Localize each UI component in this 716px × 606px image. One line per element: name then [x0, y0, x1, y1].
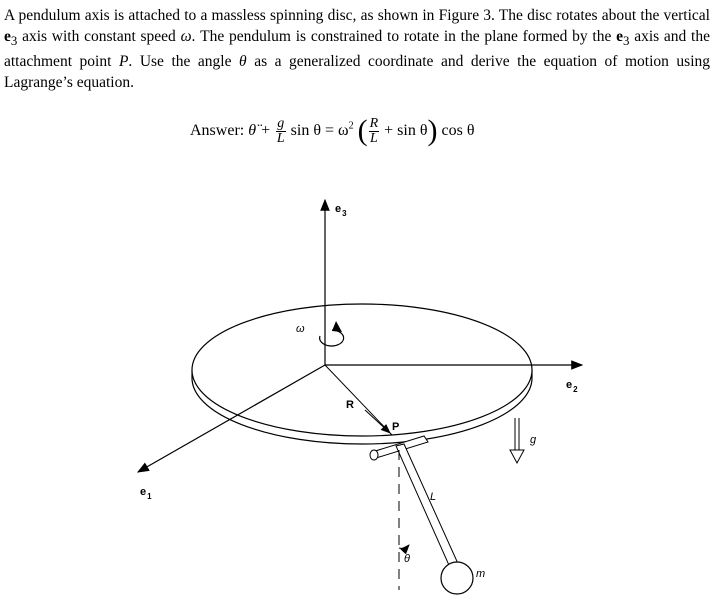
problem-text-part: as a generalized coordinate and derive the equation of motion using Lagrange’s equation. [4, 53, 711, 92]
square-exponent: 2 [348, 120, 354, 132]
spinning-disc [192, 304, 532, 444]
problem-text-part: axis with constant speed [17, 28, 181, 45]
e3-label: $e_3$ [335, 203, 347, 218]
left-paren: ( [357, 114, 368, 147]
e3-vector: e [616, 28, 623, 45]
e3-subscript: 3 [10, 33, 18, 49]
theta-symbol: θ [239, 53, 247, 71]
problem-text-part: . The pendulum is constrained to rotate in the plane formed by the [191, 28, 617, 45]
pendulum-mass [441, 562, 473, 594]
theta-ddot-term: θ̈ + [248, 122, 271, 139]
right-paren: ) [427, 114, 438, 147]
omega-symbol: ω [180, 28, 192, 45]
theta-label: θ [404, 553, 410, 565]
r-label: R [346, 399, 354, 411]
m-label: m [476, 568, 486, 580]
problem-text-part: axis and the attachment point [4, 28, 710, 71]
l-label: L [430, 491, 437, 503]
inner-sin-term: + sin θ [384, 122, 428, 139]
point-p-symbol: P [118, 53, 129, 71]
e2-label: $e_2$ [566, 379, 578, 394]
problem-text-part: A pendulum axis is attached to a massless spinning disc, as shown in Figure 3. The disc rotates about the vertical [4, 7, 710, 24]
gravity-arrow [510, 418, 524, 463]
fraction-denominator: L [276, 130, 285, 146]
fraction-numerator: R [369, 115, 379, 131]
sin-omega-term: sin θ = ω [290, 122, 349, 139]
answer-label: Answer: [190, 122, 245, 139]
e3-vector: e [4, 28, 11, 45]
fraction-denominator: L [369, 130, 378, 146]
cos-term: cos θ [441, 122, 475, 139]
e3-subscript: 3 [623, 33, 630, 49]
theta-arc [399, 545, 409, 548]
p-label: P [392, 421, 400, 433]
g-label: g [530, 434, 537, 446]
fraction-numerator: g [277, 115, 285, 131]
problem-text-part: . Use the angle [128, 53, 240, 71]
e1-label: $e_1$ [140, 486, 152, 501]
omega-label: ω [296, 323, 305, 335]
